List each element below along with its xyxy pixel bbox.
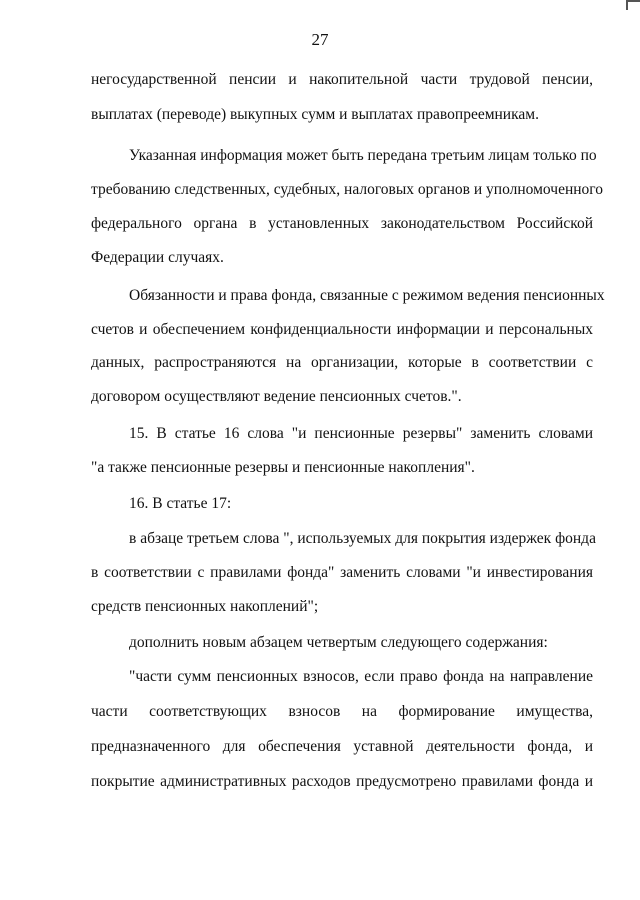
page-number: 27 [311, 30, 329, 49]
text-line: Федерации случаях. [91, 249, 224, 266]
text-line: договором осуществляют ведение пенсионных счетов.". [91, 388, 462, 405]
text-line: части соответствующих взносов на формирование имущества, [91, 703, 593, 720]
text-line: средств пенсионных накоплений"; [91, 598, 319, 615]
text-line: федерального органа в установленных законодательством Российской [91, 215, 593, 232]
text-line: счетов и обеспечением конфиденциальности информации и персональных [91, 321, 593, 338]
text-line: негосударственной пенсии и накопительной части трудовой пенсии, [91, 71, 593, 88]
text-line: 16. В статье 17: [129, 495, 232, 512]
text-line: предназначенного для обеспечения уставной деятельности фонда, и [91, 738, 593, 755]
corner-mark [626, 0, 640, 10]
text-line: покрытие административных расходов предусмотрено правилами фонда и [91, 773, 593, 790]
text-line: Обязанности и права фонда, связанные с режимом ведения пенсионных [129, 287, 605, 304]
text-line: выплатах (переводе) выкупных сумм и выплатах правопреемникам. [91, 106, 539, 123]
text-line: требованию следственных, судебных, налоговых органов и уполномоченного [91, 181, 604, 198]
text-line: "а также пенсионные резервы и пенсионные накопления". [91, 459, 475, 476]
text-line: в абзаце третьем слова ", используемых для покрытия издержек фонда [129, 530, 596, 547]
text-line: дополнить новым абзацем четвертым следующего содержания: [129, 634, 548, 651]
text-line: "части сумм пенсионных взносов, если право фонда на направление [129, 668, 593, 685]
text-line: Указанная информация может быть передана третьим лицам только по [129, 147, 597, 164]
text-line: 15. В статье 16 слова "и пенсионные резервы" заменить словами [129, 425, 593, 442]
text-line: в соответствии с правилами фонда" заменить словами "и инвестирования [91, 564, 593, 581]
text-line: данных, распространяются на организации, которые в соответствии с [91, 354, 593, 371]
